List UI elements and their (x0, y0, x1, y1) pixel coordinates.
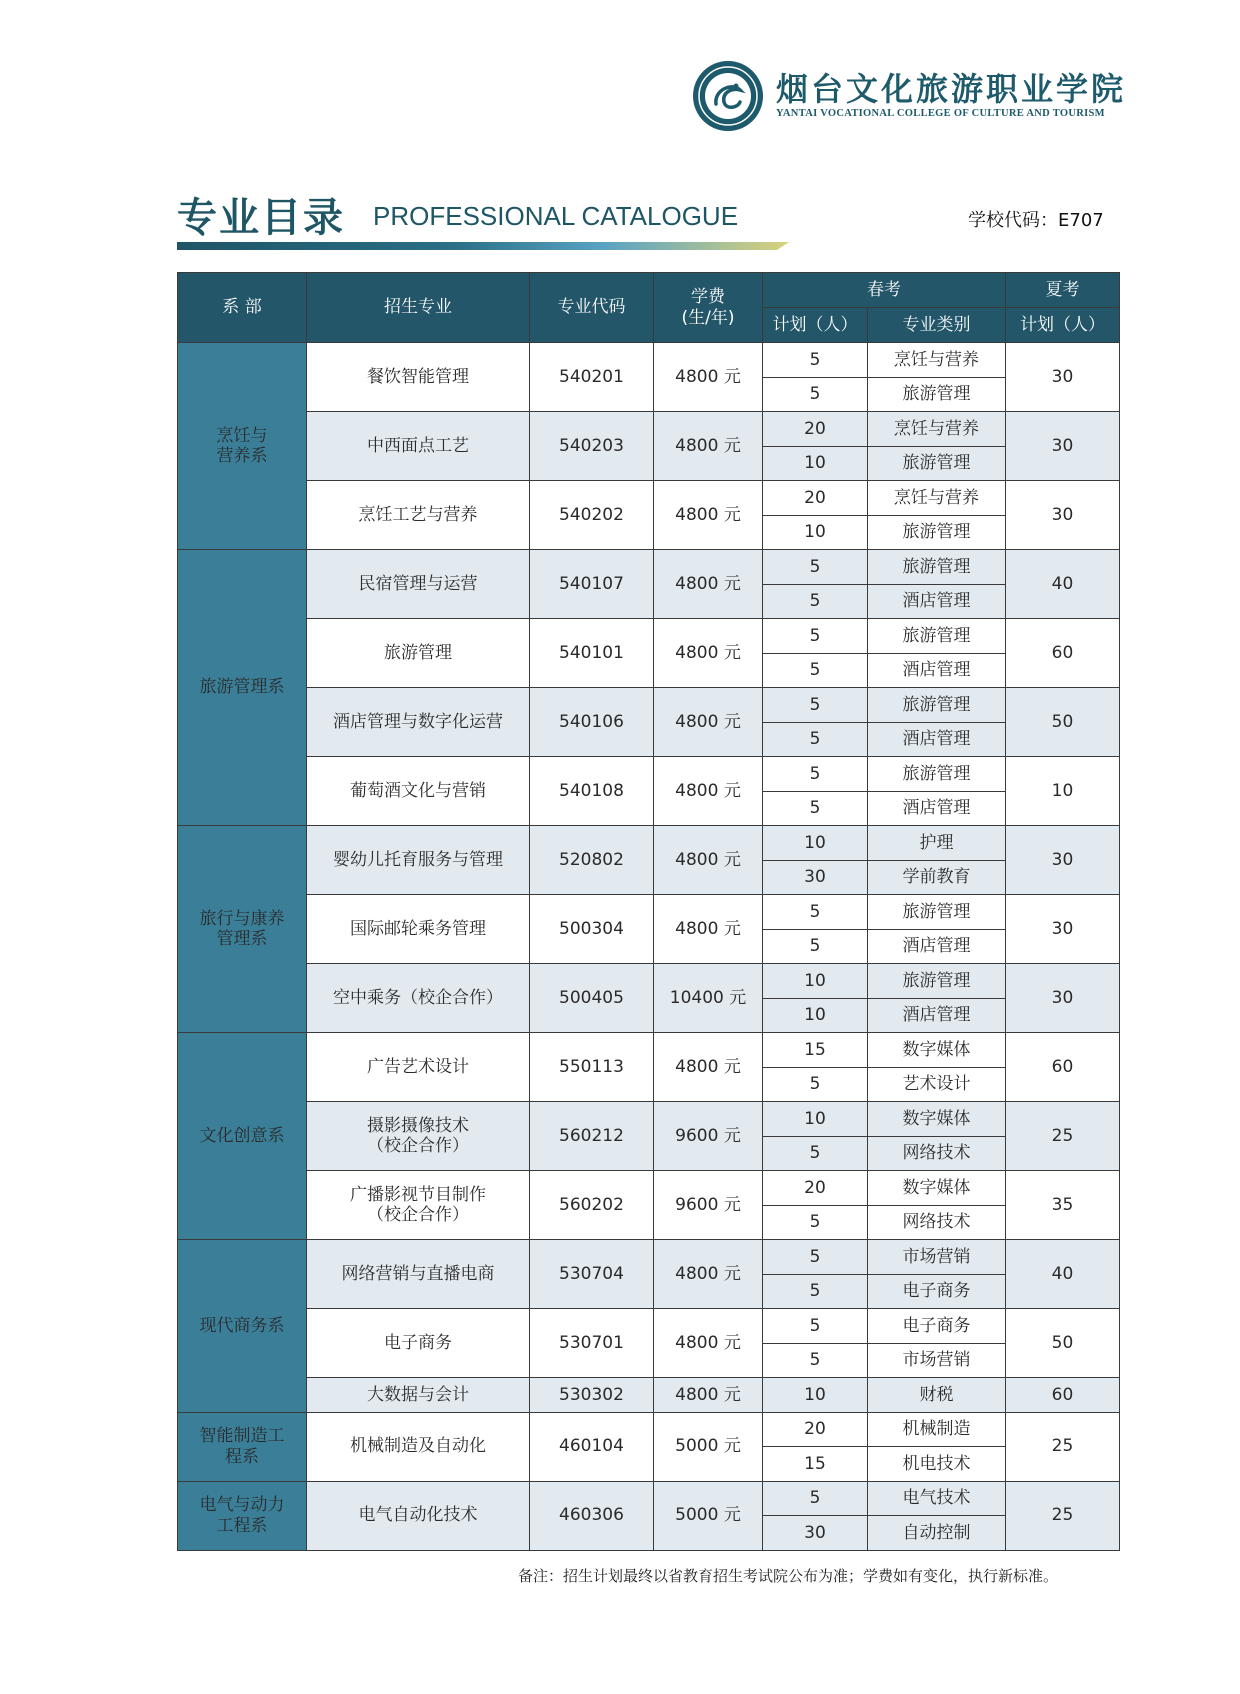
spring-plan-cell: 5 (763, 619, 868, 654)
spring-plan-cell: 5 (763, 757, 868, 792)
table-row (178, 1171, 1120, 1206)
spring-category-cell: 旅游管理 (868, 688, 1006, 723)
table-row (178, 826, 1120, 861)
spring-category-cell: 网络技术 (868, 1136, 1006, 1171)
summer-plan-cell: 60 (1006, 1378, 1120, 1413)
major-name-cell: 电气自动化技术 (307, 1481, 530, 1550)
table-row (178, 619, 1120, 654)
spring-category-cell: 电子商务 (868, 1274, 1006, 1309)
major-fee-cell: 4800 元 (654, 412, 763, 481)
dept-cell: 智能制造工 程系 (178, 1412, 307, 1481)
major-fee-cell: 4800 元 (654, 895, 763, 964)
spring-category-cell: 烹饪与营养 (868, 343, 1006, 378)
summer-plan-cell: 30 (1006, 412, 1120, 481)
major-name-cell: 网络营销与直播电商 (307, 1240, 530, 1309)
table-row (178, 550, 1120, 585)
summer-plan-cell: 25 (1006, 1412, 1120, 1481)
spring-plan-cell: 10 (763, 515, 868, 550)
major-code-cell: 500405 (530, 964, 654, 1033)
spring-plan-cell: 5 (763, 1309, 868, 1344)
summer-plan-cell: 40 (1006, 1240, 1120, 1309)
table-row (178, 1378, 1120, 1413)
spring-plan-cell: 10 (763, 998, 868, 1033)
spring-category-cell: 旅游管理 (868, 895, 1006, 930)
spring-plan-cell: 30 (763, 1516, 868, 1551)
major-name-cell: 旅游管理 (307, 619, 530, 688)
major-code-cell: 540202 (530, 481, 654, 550)
summer-plan-cell: 30 (1006, 481, 1120, 550)
table-row (178, 1240, 1120, 1275)
page-title-cn: 专业目录 (177, 195, 345, 241)
table-row (178, 412, 1120, 447)
school-code: 学校代码：E707 (968, 210, 1104, 231)
major-name-cell: 酒店管理与数字化运营 (307, 688, 530, 757)
table-row (178, 343, 1120, 378)
spring-plan-cell: 5 (763, 1240, 868, 1275)
header-summer: 夏考 (1006, 273, 1120, 308)
summer-plan-cell: 30 (1006, 343, 1120, 412)
header-dept: 系 部 (178, 273, 307, 343)
spring-plan-cell: 5 (763, 653, 868, 688)
spring-category-cell: 旅游管理 (868, 377, 1006, 412)
summer-plan-cell: 30 (1006, 964, 1120, 1033)
major-fee-cell: 4800 元 (654, 1378, 763, 1413)
summer-plan-cell: 40 (1006, 550, 1120, 619)
major-code-cell: 520802 (530, 826, 654, 895)
spring-plan-cell: 10 (763, 446, 868, 481)
major-code-cell: 550113 (530, 1033, 654, 1102)
spring-category-cell: 旅游管理 (868, 964, 1006, 999)
spring-plan-cell: 20 (763, 1171, 868, 1206)
major-code-cell: 540108 (530, 757, 654, 826)
spring-plan-cell: 10 (763, 1102, 868, 1137)
spring-plan-cell: 5 (763, 1205, 868, 1240)
dept-cell: 旅游管理系 (178, 550, 307, 826)
major-code-cell: 530701 (530, 1309, 654, 1378)
dept-cell: 文化创意系 (178, 1033, 307, 1240)
major-name-cell: 广播影视节目制作 （校企合作） (307, 1171, 530, 1240)
spring-plan-cell: 20 (763, 481, 868, 516)
spring-category-cell: 市场营销 (868, 1240, 1006, 1275)
major-name-cell: 民宿管理与运营 (307, 550, 530, 619)
spring-category-cell: 酒店管理 (868, 998, 1006, 1033)
major-name-cell: 空中乘务（校企合作） (307, 964, 530, 1033)
major-code-cell: 540106 (530, 688, 654, 757)
major-fee-cell: 9600 元 (654, 1102, 763, 1171)
spring-plan-cell: 5 (763, 688, 868, 723)
table-row (178, 757, 1120, 792)
major-fee-cell: 4800 元 (654, 757, 763, 826)
major-name-cell: 烹饪工艺与营养 (307, 481, 530, 550)
header-spring: 春考 (763, 273, 1006, 308)
spring-category-cell: 网络技术 (868, 1205, 1006, 1240)
spring-category-cell: 艺术设计 (868, 1067, 1006, 1102)
dept-cell: 现代商务系 (178, 1240, 307, 1413)
spring-plan-cell: 5 (763, 895, 868, 930)
spring-category-cell: 电子商务 (868, 1309, 1006, 1344)
major-code-cell: 540101 (530, 619, 654, 688)
major-fee-cell: 4800 元 (654, 1033, 763, 1102)
major-code-cell: 530302 (530, 1378, 654, 1413)
spring-category-cell: 机械制造 (868, 1412, 1006, 1447)
summer-plan-cell: 50 (1006, 1309, 1120, 1378)
spring-plan-cell: 5 (763, 343, 868, 378)
major-code-cell: 460104 (530, 1412, 654, 1481)
major-fee-cell: 4800 元 (654, 550, 763, 619)
spring-plan-cell: 5 (763, 1343, 868, 1378)
spring-plan-cell: 5 (763, 377, 868, 412)
major-code-cell: 540107 (530, 550, 654, 619)
table-header-row (178, 273, 1120, 308)
major-name-cell: 电子商务 (307, 1309, 530, 1378)
dept-cell: 旅行与康养 管理系 (178, 826, 307, 1033)
spring-plan-cell: 10 (763, 826, 868, 861)
spring-category-cell: 酒店管理 (868, 584, 1006, 619)
spring-plan-cell: 5 (763, 1136, 868, 1171)
spring-category-cell: 酒店管理 (868, 653, 1006, 688)
dept-cell: 烹饪与 营养系 (178, 343, 307, 550)
spring-plan-cell: 5 (763, 584, 868, 619)
major-fee-cell: 4800 元 (654, 481, 763, 550)
spring-category-cell: 数字媒体 (868, 1033, 1006, 1068)
summer-plan-cell: 10 (1006, 757, 1120, 826)
major-fee-cell: 4800 元 (654, 826, 763, 895)
spring-plan-cell: 5 (763, 1274, 868, 1309)
table-row (178, 1481, 1120, 1516)
spring-category-cell: 市场营销 (868, 1343, 1006, 1378)
major-name-cell: 中西面点工艺 (307, 412, 530, 481)
major-name-cell: 大数据与会计 (307, 1378, 530, 1413)
table-row (178, 1412, 1120, 1447)
table-row (178, 481, 1120, 516)
table-row (178, 1033, 1120, 1068)
college-name-en: YANTAI VOCATIONAL COLLEGE OF CULTURE AND TOURISM (776, 108, 1105, 119)
major-fee-cell: 4800 元 (654, 1309, 763, 1378)
major-fee-cell: 4800 元 (654, 343, 763, 412)
spring-category-cell: 烹饪与营养 (868, 412, 1006, 447)
major-fee-cell: 9600 元 (654, 1171, 763, 1240)
spring-category-cell: 旅游管理 (868, 515, 1006, 550)
title-underline (177, 242, 789, 250)
dept-cell: 电气与动力 工程系 (178, 1481, 307, 1550)
major-name-cell: 婴幼儿托育服务与管理 (307, 826, 530, 895)
summer-plan-cell: 60 (1006, 619, 1120, 688)
header-spring-category: 专业类别 (868, 308, 1006, 343)
summer-plan-cell: 25 (1006, 1102, 1120, 1171)
spring-plan-cell: 5 (763, 1481, 868, 1516)
spring-plan-cell: 20 (763, 1412, 868, 1447)
spring-plan-cell: 5 (763, 1067, 868, 1102)
summer-plan-cell: 50 (1006, 688, 1120, 757)
table-row (178, 1102, 1120, 1137)
major-name-cell: 餐饮智能管理 (307, 343, 530, 412)
header-major: 招生专业 (307, 273, 530, 343)
college-logo (692, 58, 1132, 134)
major-code-cell: 500304 (530, 895, 654, 964)
major-fee-cell: 5000 元 (654, 1412, 763, 1481)
college-name-cn: 烟台文化旅游职业学院 (776, 70, 1127, 108)
spring-plan-cell: 10 (763, 1378, 868, 1413)
header-spring-plan: 计划（人） (763, 308, 868, 343)
spring-category-cell: 酒店管理 (868, 929, 1006, 964)
spring-plan-cell: 10 (763, 964, 868, 999)
footer-note: 备注：招生计划最终以省教育招生考试院公布为准；学费如有变化，执行新标准。 (518, 1567, 1059, 1585)
table-body (178, 343, 1120, 1551)
page-title-en: PROFESSIONAL CATALOGUE (373, 201, 739, 231)
spring-category-cell: 旅游管理 (868, 446, 1006, 481)
table-row (178, 964, 1120, 999)
summer-plan-cell: 30 (1006, 826, 1120, 895)
major-code-cell: 560202 (530, 1171, 654, 1240)
spring-category-cell: 电气技术 (868, 1481, 1006, 1516)
major-name-cell: 机械制造及自动化 (307, 1412, 530, 1481)
table-row (178, 895, 1120, 930)
spring-category-cell: 财税 (868, 1378, 1006, 1413)
major-name-cell: 广告艺术设计 (307, 1033, 530, 1102)
spring-category-cell: 旅游管理 (868, 619, 1006, 654)
summer-plan-cell: 35 (1006, 1171, 1120, 1240)
major-code-cell: 460306 (530, 1481, 654, 1550)
major-code-cell: 530704 (530, 1240, 654, 1309)
spring-category-cell: 自动控制 (868, 1516, 1006, 1551)
major-code-cell: 540203 (530, 412, 654, 481)
catalogue-table (177, 272, 1120, 1551)
spring-category-cell: 数字媒体 (868, 1102, 1006, 1137)
spring-category-cell: 护理 (868, 826, 1006, 861)
spring-plan-cell: 20 (763, 412, 868, 447)
major-code-cell: 540201 (530, 343, 654, 412)
spring-plan-cell: 15 (763, 1033, 868, 1068)
spring-category-cell: 机电技术 (868, 1447, 1006, 1482)
header-fee: 学费 (生/年) (654, 273, 763, 343)
spring-category-cell: 酒店管理 (868, 722, 1006, 757)
major-fee-cell: 4800 元 (654, 688, 763, 757)
summer-plan-cell: 60 (1006, 1033, 1120, 1102)
spring-plan-cell: 30 (763, 860, 868, 895)
spring-category-cell: 旅游管理 (868, 550, 1006, 585)
major-fee-cell: 5000 元 (654, 1481, 763, 1550)
header-code: 专业代码 (530, 273, 654, 343)
major-name-cell: 摄影摄像技术 （校企合作） (307, 1102, 530, 1171)
spring-category-cell: 旅游管理 (868, 757, 1006, 792)
spring-plan-cell: 5 (763, 722, 868, 757)
spring-category-cell: 学前教育 (868, 860, 1006, 895)
major-name-cell: 葡萄酒文化与营销 (307, 757, 530, 826)
major-code-cell: 560212 (530, 1102, 654, 1171)
spring-category-cell: 酒店管理 (868, 791, 1006, 826)
summer-plan-cell: 30 (1006, 895, 1120, 964)
table-row (178, 688, 1120, 723)
major-fee-cell: 4800 元 (654, 619, 763, 688)
spring-plan-cell: 5 (763, 791, 868, 826)
summer-plan-cell: 25 (1006, 1481, 1120, 1550)
major-fee-cell: 4800 元 (654, 1240, 763, 1309)
spring-category-cell: 烹饪与营养 (868, 481, 1006, 516)
spring-plan-cell: 5 (763, 929, 868, 964)
major-fee-cell: 10400 元 (654, 964, 763, 1033)
college-seal-icon (692, 60, 764, 132)
header-summer-plan: 计划（人） (1006, 308, 1120, 343)
spring-plan-cell: 15 (763, 1447, 868, 1482)
table-row (178, 1309, 1120, 1344)
spring-plan-cell: 5 (763, 550, 868, 585)
major-name-cell: 国际邮轮乘务管理 (307, 895, 530, 964)
spring-category-cell: 数字媒体 (868, 1171, 1006, 1206)
